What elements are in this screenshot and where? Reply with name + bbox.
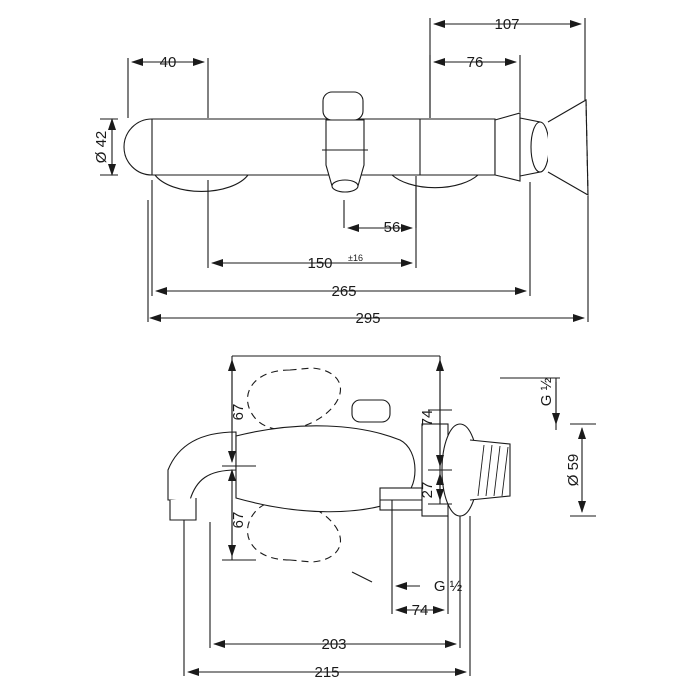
dim-40: 40 bbox=[159, 54, 177, 71]
dim-27: 27 bbox=[419, 481, 436, 499]
dim-g-half-bottom: G ½ bbox=[433, 578, 463, 595]
dim-g-half-top: G ½ bbox=[538, 377, 555, 407]
dim-265: 265 bbox=[331, 283, 357, 300]
dim-76: 76 bbox=[466, 54, 484, 71]
dim-dia-59: Ø 59 bbox=[565, 453, 582, 487]
dim-56: 56 bbox=[383, 219, 401, 236]
dim-295: 295 bbox=[355, 310, 381, 327]
dim-150-tolerance: ±16 bbox=[348, 253, 363, 263]
dim-67-lower: 67 bbox=[230, 511, 247, 529]
dim-107: 107 bbox=[494, 16, 520, 33]
dim-74-right: 74 bbox=[419, 409, 436, 427]
dim-203: 203 bbox=[321, 636, 347, 653]
dim-74-bottom: 74 bbox=[411, 602, 429, 619]
dim-150: 150 bbox=[307, 255, 333, 272]
dim-dia-42: Ø 42 bbox=[93, 130, 110, 164]
side-view-body bbox=[168, 368, 510, 576]
dim-215: 215 bbox=[314, 664, 340, 681]
top-view-body bbox=[124, 92, 588, 195]
dim-67-upper: 67 bbox=[230, 403, 247, 421]
